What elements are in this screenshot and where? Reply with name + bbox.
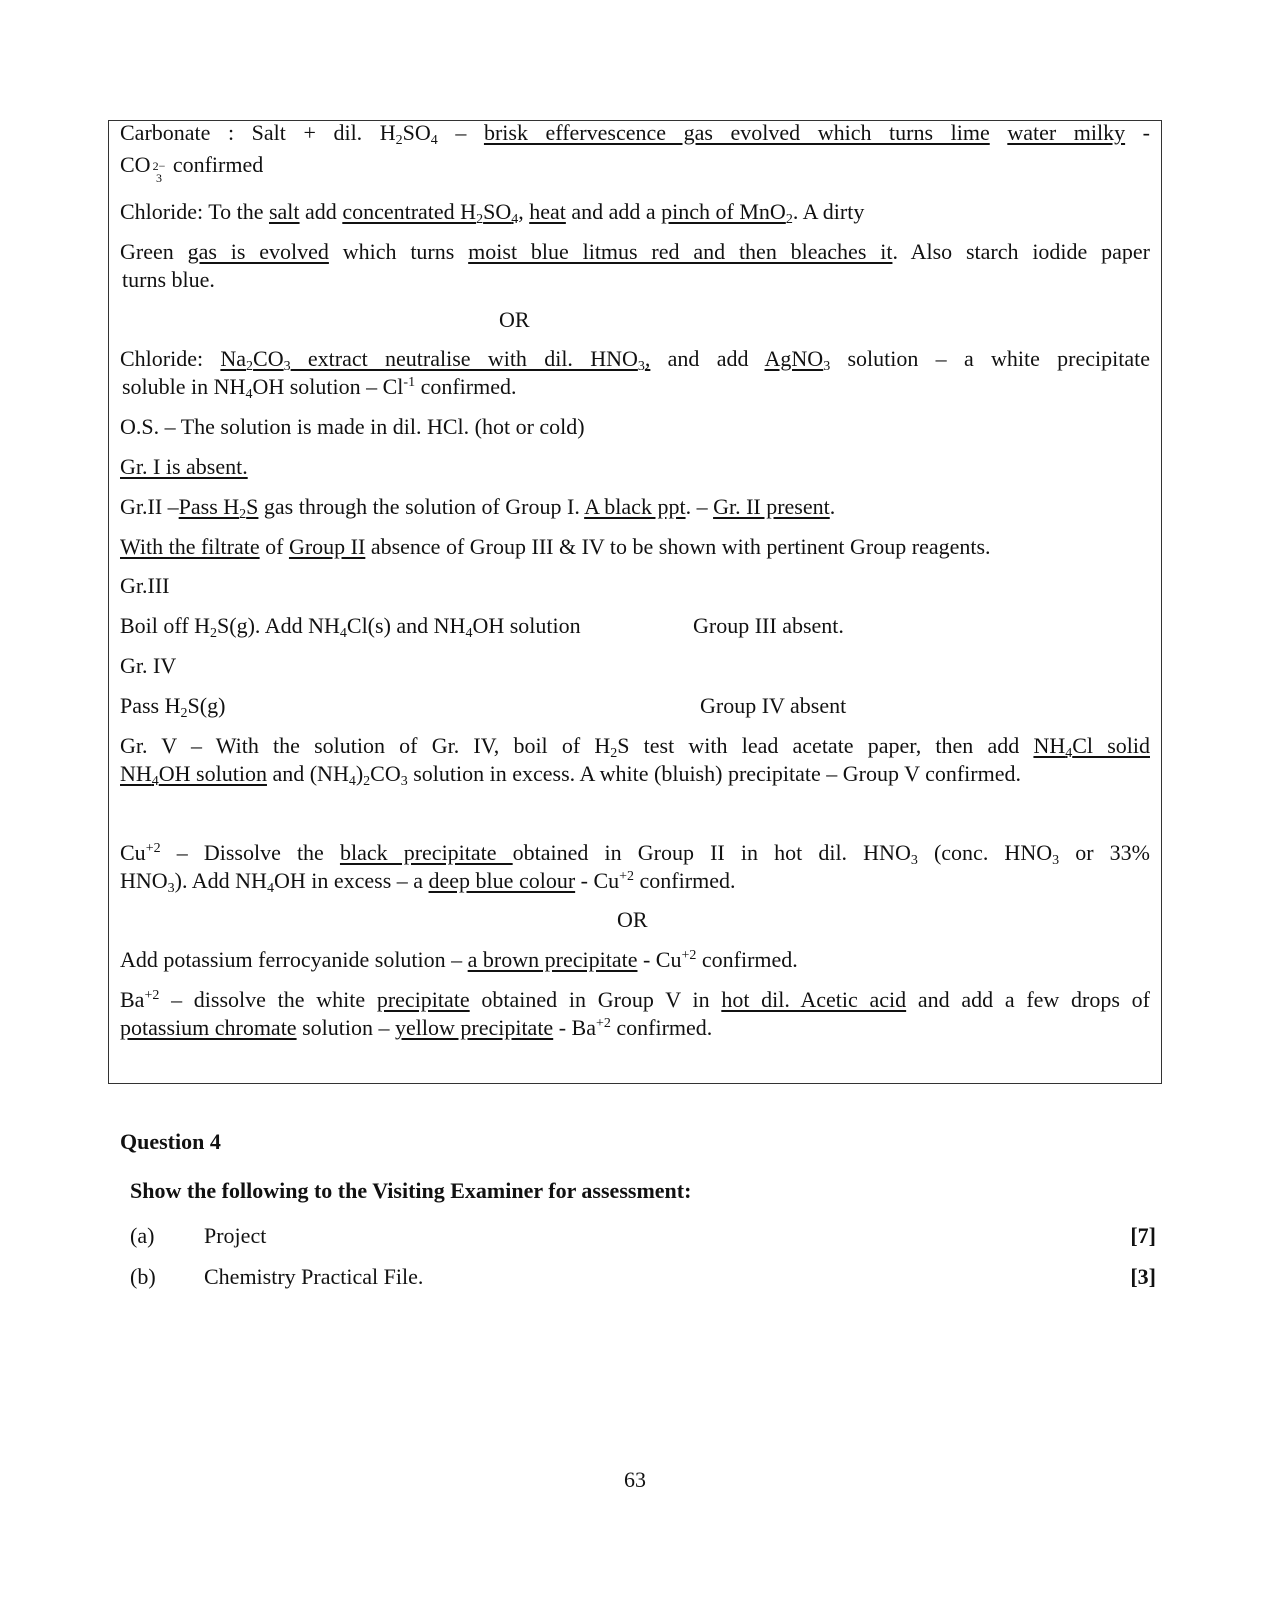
group-5-line-1: Gr. V – With the solution of Gr. IV, boil of $H_2S$ test with lead acetate paper, then add $NH_4Cl$ solid (120, 733, 1150, 761)
carbonate-charge: 2− 3 (152, 159, 166, 185)
group-4-heading: Gr. IV (120, 653, 177, 678)
chloride-test-line: Chloride: To the salt add concentrated $H_2SO_4$, heat and add a pinch of MnO$_2$. A dirty (120, 199, 865, 227)
group-3-heading: Gr.III (120, 573, 170, 598)
original-solution-line: O.S. – The solution is made in dil. HCl. (hot or cold) (120, 414, 585, 439)
item-a-text: Project (204, 1223, 267, 1248)
item-b-marks: [3] (1130, 1264, 1156, 1289)
carbonate-line-2: CO 2− 3 confirmed (120, 152, 264, 185)
barium-line-1: $Ba^{+2}$ – dissolve the white precipitate obtained in Group V in hot dil. Acetic acid and add a few drops of (120, 987, 1150, 1012)
filtrate-line: With the filtrate of Group II absence of Group III & IV to be shown with pertinent Group reagents. (120, 534, 991, 559)
ferrocyanide-line: Add potassium ferrocyanide solution – a brown precipitate - $Cu^{+2}$ confirmed. (120, 947, 798, 972)
copper-line-1: $Cu^{+2}$ – Dissolve the black precipitate obtained in Group II in hot dil. $HNO_3$ (conc. $HNO_3$ or 33% (120, 840, 1150, 868)
chloride-alt-line-2: soluble in $NH_4OH$ solution – $Cl^{-1}$ confirmed. (122, 374, 517, 402)
group-3-result: Group III absent. (693, 613, 844, 638)
chloride-alt-line-1: Chloride: $Na_2CO_3$ extract neutralise with dil. $HNO_3$, and add AgNO$_3$ solution – a white precipitate (120, 346, 1150, 374)
green-gas-line-1: Green gas is evolved which turns moist blue litmus red and then bleaches it. Also starch iodide paper (120, 239, 1150, 264)
or-separator-1: OR (499, 307, 530, 332)
group-3-procedure: Boil off $H_2S(g)$. Add $NH_4Cl(s)$ and $NH_4OH$ solution (120, 613, 581, 641)
barium-line-2: potassium chromate solution – yellow precipitate - $Ba^{+2}$ confirmed. (120, 1015, 713, 1040)
group-1-line: Gr. I is absent. (120, 454, 248, 479)
green-gas-line-2: turns blue. (122, 267, 215, 292)
or-separator-2: OR (617, 907, 648, 932)
carbonate-line-1: Carbonate : Salt + dil. $H_2SO_4$ – brisk effervescence gas evolved which turns lime water milky - (120, 120, 1150, 148)
item-a-label: (a) (130, 1223, 155, 1248)
group-2-line: Gr.II –Pass $H_2S$ gas through the solution of Group I. A black ppt. – Gr. II present. (120, 494, 836, 522)
question-instruction: Show the following to the Visiting Examiner for assessment: (130, 1178, 692, 1203)
page-number: 63 (624, 1467, 646, 1492)
group-5-line-2: $NH_4OH$ solution and $(NH_4)_2CO_3$ solution in excess. A white (bluish) precipitate – Group V confirmed. (120, 761, 1021, 789)
copper-line-2: $HNO_3$). Add $NH_4OH$ in excess – a deep blue colour - $Cu^{+2}$ confirmed. (120, 868, 736, 896)
item-b-label: (b) (130, 1264, 156, 1289)
group-4-procedure: Pass $H_2S(g)$ (120, 693, 226, 721)
group-4-result: Group IV absent (700, 693, 847, 718)
question-title: Question 4 (120, 1129, 221, 1154)
item-a-marks: [7] (1130, 1223, 1156, 1248)
item-b-text: Chemistry Practical File. (204, 1264, 424, 1289)
